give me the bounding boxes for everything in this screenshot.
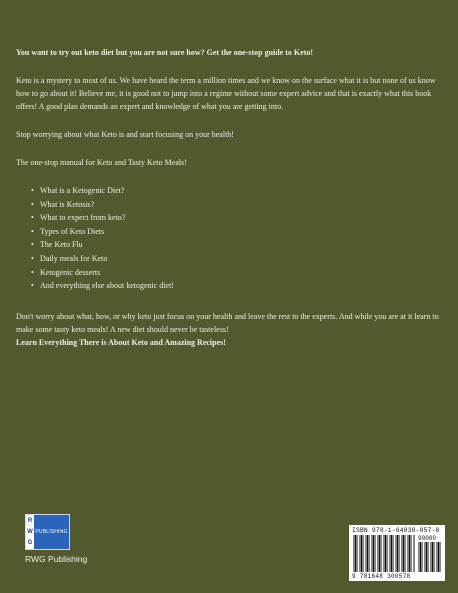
logo-panel <box>34 515 69 549</box>
price-code: 90000 <box>418 535 437 542</box>
ean-digits: 9 781648 300578 <box>352 573 411 580</box>
logo-text: PUBLISHING <box>35 529 68 535</box>
list-item: • What is a Ketogenic Diet? <box>40 184 444 198</box>
list-item: • The Keto Flu <box>40 238 444 252</box>
logo-letters <box>26 515 34 549</box>
ean-barcode-bars <box>353 535 415 572</box>
focus-paragraph: Stop worrying about what Keto is and start focusing on your health! <box>16 130 234 139</box>
closing-tagline: Learn Everything There is About Keto and Amazing Recipes! <box>16 337 226 347</box>
publisher-name: RWG Publishing <box>25 554 88 564</box>
publisher-block <box>25 514 87 564</box>
logo-letter: G <box>27 540 33 547</box>
back-cover-blurb <box>16 46 444 349</box>
list-item: • Daily meals for Keto <box>40 252 444 266</box>
logo-letter: W <box>27 528 33 535</box>
list-intro: The one-stop manual for Keto and Tasty Keto Meals! <box>16 158 187 167</box>
headline: You want to try out keto diet but you are not sure how? Get the one-stop guide to Keto! <box>16 48 314 57</box>
closing-paragraph: Don't worry about what, how, or why keto just focus on your health and leave the rest to the experts. And while you are at it learn to make some tasty keto meals! A new diet should never be tasteless! <box>16 311 439 334</box>
isbn-barcode <box>349 525 445 581</box>
intro-paragraph: Keto is a mystery to most of us. We have heard the term a million times and we know on the surface what it is but none of us know how to go about it! Believe me, it is good not to jump into a regime without some expert advice and that is exactly what this book offers! A good plan demands an expert and knowledge of what you are getting into. <box>16 76 436 111</box>
list-item: • What to expect from keto? <box>40 211 444 225</box>
logo-letter: R <box>27 517 33 524</box>
publisher-logo <box>25 514 70 550</box>
list-item: • What is Ketosis? <box>40 198 444 212</box>
topics-list <box>16 184 444 293</box>
addon-barcode-bars <box>418 542 442 572</box>
list-item: • Types of Keto Diets <box>40 225 444 239</box>
list-item: • Ketogenic desserts <box>40 266 444 280</box>
list-item: • And everything else about ketogenic diet! <box>40 279 444 293</box>
isbn-text: ISBN 978-1-64830-057-8 <box>352 527 440 534</box>
